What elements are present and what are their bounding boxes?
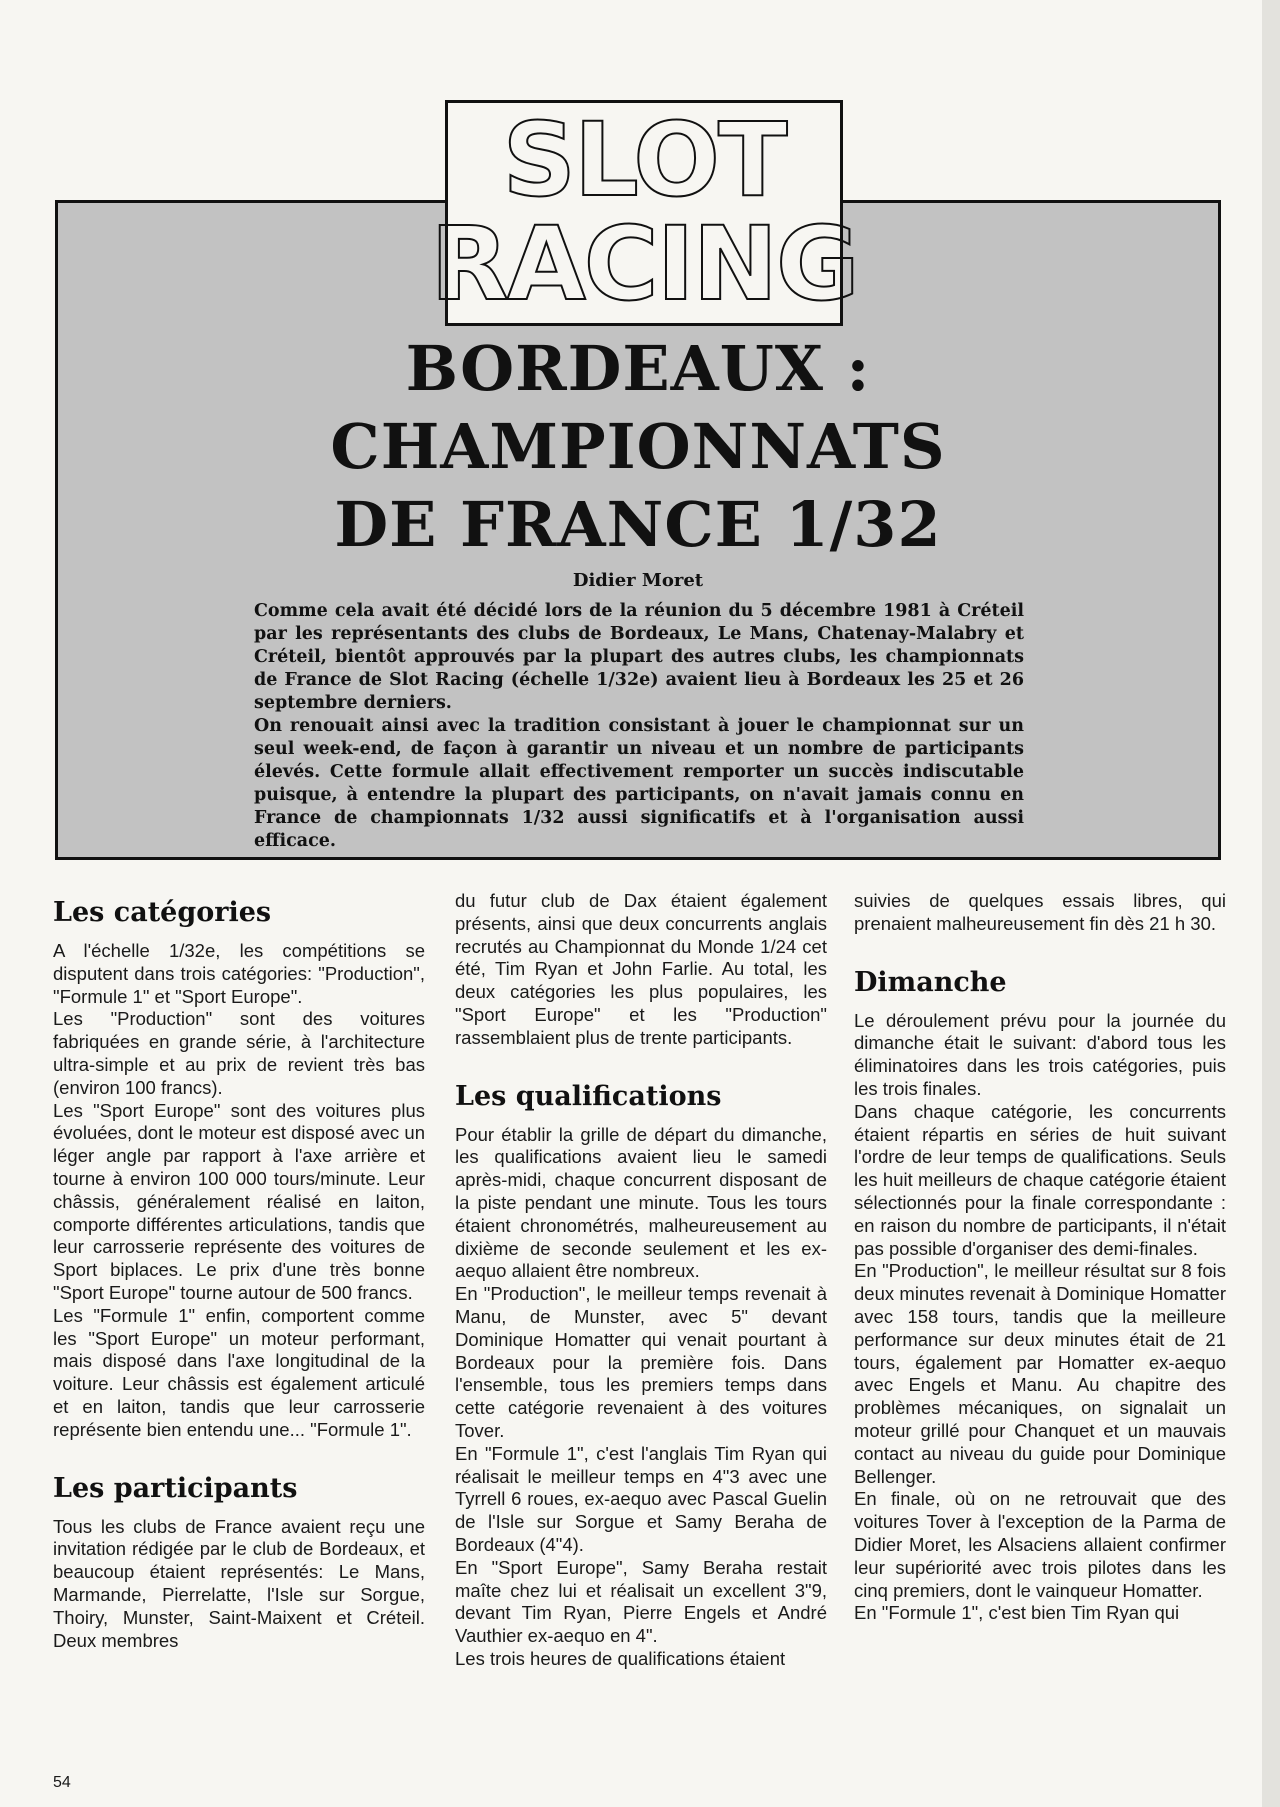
- column-2: [455, 890, 827, 1671]
- article-title: [55, 330, 1221, 564]
- section-heading-dimanche: Dimanche: [854, 966, 1007, 998]
- paragraph: En "Formule 1", c'est l'anglais Tim Ryan qui réalisait le meilleur temps en 4"3 avec une Tyrrell 6 roues, ex-aequo avec Pascal Guelin de l'Isle sur Sorgue et Samy Beraha de Bordeaux (4"4).: [455, 1442, 827, 1555]
- paragraph: Les "Sport Europe" sont des voitures plus évoluées, dont le moteur est disposé avec un léger angle par rapport à l'axe arrière et tourne à environ 100 000 tours/minute. Leur châssis, généralement réalisé en laiton, comporte différentes articulations, tandis que leur carrosserie représente des voitures de Sport biplaces. Le prix d'une très bonne "Sport Europe" tourne autour de 500 francs.: [53, 1099, 425, 1303]
- paragraph: du futur club de Dax étaient également présents, ainsi que deux concurrents anglais recrutés au Championnat du Monde 1/24 cet été, Tim Ryan et John Farlie. Au total, les deux catégories les plus populaires, les "Sport Europe" et les "Production" rassemblaient plus de trente participants.: [455, 890, 827, 1048]
- intro-paragraph-1: Comme cela avait été décidé lors de la réunion du 5 décembre 1981 à Créteil par les représentants des clubs de Bordeaux, Le Mans, Chatenay-Malabry et Créteil, bientôt approuvés par la plupart des autres clubs, les championnats de France de Slot Racing (échelle 1/32e) avaient lieu à Bordeaux les 25 et 26 septembre derniers.: [254, 601, 1024, 713]
- column-1: [53, 890, 425, 1652]
- paragraph: A l'échelle 1/32e, les compétitions se disputent dans trois catégories: "Production", "Formule 1" et "Sport Europe".: [53, 940, 425, 1007]
- section-heading-qualifications: Les qualifications: [455, 1080, 722, 1112]
- paragraph: En "Sport Europe", Samy Beraha restait maîte chez lui et réalisait un excellent 3"9, devant Tim Ryan, Pierre Engels et André Vauthier ex-aequo en 4".: [455, 1556, 827, 1647]
- page-edge: [1262, 0, 1280, 1807]
- logo-line-1: SLOT: [502, 101, 786, 220]
- intro-paragraph-2: On renouait ainsi avec la tradition consistant à jouer le championnat sur un seul week-end, de façon à garantir un niveau et un nombre de participants élevés. Cette formule allait effectivement remporter un succès indiscutable puisque, à entendre la plupart des participants, on n'avait jamais connu en France de championnats 1/32 aussi significatifs et à l'organisation aussi efficace.: [254, 716, 1024, 851]
- paragraph: Les "Formule 1" enfin, comportent comme les "Sport Europe" un moteur performant, mais disposé dans l'axe longitudinal de la voiture. Leur châssis est également articulé et en laiton, tandis que leur carrosserie représente bien entendu une... "Formule 1".: [53, 1304, 425, 1440]
- author-byline: Didier Moret: [572, 570, 704, 591]
- paragraph: Pour établir la grille de départ du dimanche, les qualifications avaient lieu le samedi après-midi, chaque concurrent disposant de la piste pendant une minute. Tous les tours étaient chronométrés, malheureusement au dixième de seconde seulement et les ex-aequo allaient être nombreux.: [455, 1123, 827, 1282]
- title-line-2: CHAMPIONNATS: [330, 410, 946, 483]
- logo-line-2: RACING: [430, 205, 858, 324]
- paragraph: En "Production", le meilleur résultat sur 8 fois deux minutes revenait à Dominique Homatter avec 158 tours, tandis que la meilleure performance sur deux minutes était de 21 tours, également par Homatter ex-aequo avec Engels et Manu. Au chapitre des problèmes mécaniques, on signalait un moteur grillé pour Chanquet et un mauvais contact au niveau du guide pour Dominique Bellenger.: [854, 1260, 1226, 1487]
- section-heading-categories: Les catégories: [53, 897, 272, 928]
- paragraph: Les trois heures de qualifications étaient: [455, 1647, 786, 1669]
- paragraph: Tous les clubs de France avaient reçu une invitation rédigée par le club de Bordeaux, et beaucoup étaient représentés: Le Mans, Marmande, Pierrelatte, l'Isle sur Sorgue, Thoiry, Munster, Saint-Maixent et Créteil. Deux membres: [53, 1515, 425, 1651]
- column-3: [854, 890, 1226, 1625]
- paragraph: Le déroulement prévu pour la journée du dimanche était le suivant: d'abord tous les éliminatoires dans les trois catégories, puis les trois finales.: [854, 1009, 1226, 1099]
- paragraph: En finale, où on ne retrouvait que des voitures Tover à l'exception de la Parma de Didier Moret, les Alsaciens allaient confirmer leur supériorité avec trois pilotes dans les cinq premiers, dont le vainqueur Homatter.: [854, 1488, 1226, 1601]
- paragraph: Dans chaque catégorie, les concurrents étaient répartis en séries de huit suivant l'ordre de leur temps de qualifications. Seuls les huit meilleurs de chaque catégorie étaient sélectionnés pour la finale correspondante : en raison du nombre de participants, il n'était pas possible d'organiser des demi-finales.: [854, 1100, 1226, 1259]
- section-heading-participants: Les participants: [53, 1472, 298, 1504]
- paragraph: En "Formule 1", c'est bien Tim Ryan qui: [854, 1602, 1180, 1624]
- paragraph: En "Production", le meilleur temps revenait à Manu, de Munster, avec 5" devant Dominique Homatter qui venait pourtant à Bordeaux pour la première fois. Dans l'ensemble, tous les premiers temps dans cette catégorie revenaient à des voitures Tover.: [455, 1283, 827, 1441]
- title-line-3: DE FRANCE 1/32: [334, 488, 942, 561]
- paragraph: Les "Production" sont des voitures fabriquées en grande série, à l'architecture ultra-simple et au prix de revient très bas (environ 100 francs).: [53, 1008, 425, 1098]
- title-line-1: BORDEAUX :: [405, 332, 871, 405]
- page-number: 54: [53, 1774, 71, 1791]
- article-intro: [254, 600, 1024, 853]
- slot-racing-logo: [430, 100, 858, 326]
- paragraph: suivies de quelques essais libres, qui prenaient malheureusement fin dès 21 h 30.: [854, 890, 1226, 934]
